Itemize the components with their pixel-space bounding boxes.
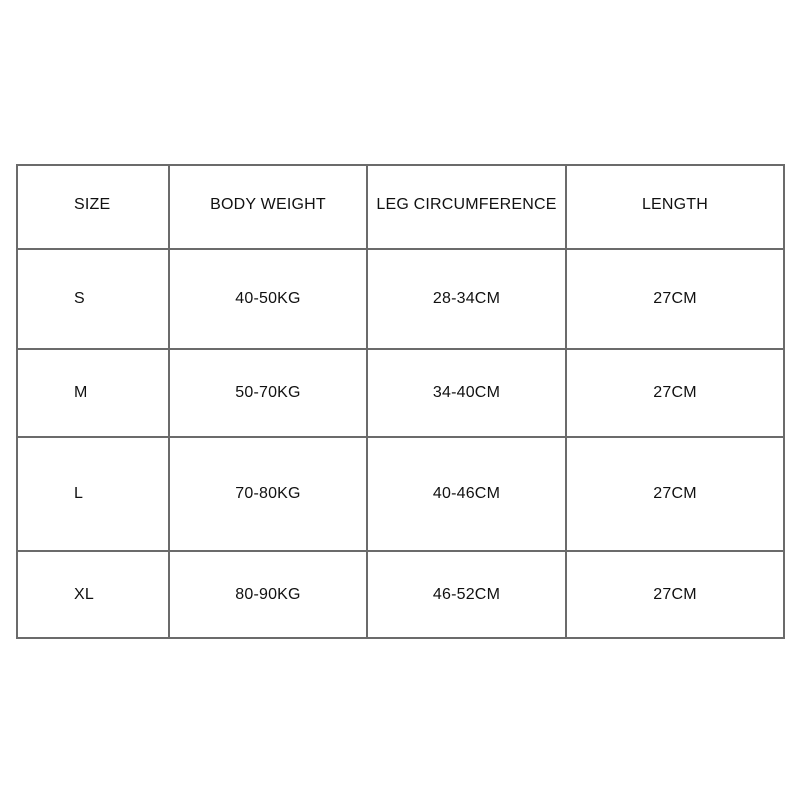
cell-body-weight: 40-50KG bbox=[169, 249, 367, 349]
table-row bbox=[17, 349, 784, 437]
cell-body-weight: 70-80KG bbox=[169, 437, 367, 551]
header-leg-circumference: LEG CIRCUMFERENCE bbox=[367, 165, 566, 249]
header-length: LENGTH bbox=[566, 165, 784, 249]
cell-leg-circumference: 46-52CM bbox=[367, 551, 566, 638]
cell-length: 27CM bbox=[566, 551, 784, 638]
size-chart-table bbox=[16, 164, 785, 639]
cell-leg-circumference: 34-40CM bbox=[367, 349, 566, 437]
cell-body-weight: 50-70KG bbox=[169, 349, 367, 437]
cell-length: 27CM bbox=[566, 349, 784, 437]
table-row bbox=[17, 551, 784, 638]
cell-size: L bbox=[17, 437, 169, 551]
header-size: SIZE bbox=[17, 165, 169, 249]
cell-leg-circumference: 40-46CM bbox=[367, 437, 566, 551]
cell-length: 27CM bbox=[566, 437, 784, 551]
table-header-row bbox=[17, 165, 784, 249]
cell-leg-circumference: 28-34CM bbox=[367, 249, 566, 349]
cell-size: XL bbox=[17, 551, 169, 638]
cell-size: M bbox=[17, 349, 169, 437]
header-body-weight: BODY WEIGHT bbox=[169, 165, 367, 249]
cell-length: 27CM bbox=[566, 249, 784, 349]
cell-size: S bbox=[17, 249, 169, 349]
table-row bbox=[17, 249, 784, 349]
table-row bbox=[17, 437, 784, 551]
cell-body-weight: 80-90KG bbox=[169, 551, 367, 638]
